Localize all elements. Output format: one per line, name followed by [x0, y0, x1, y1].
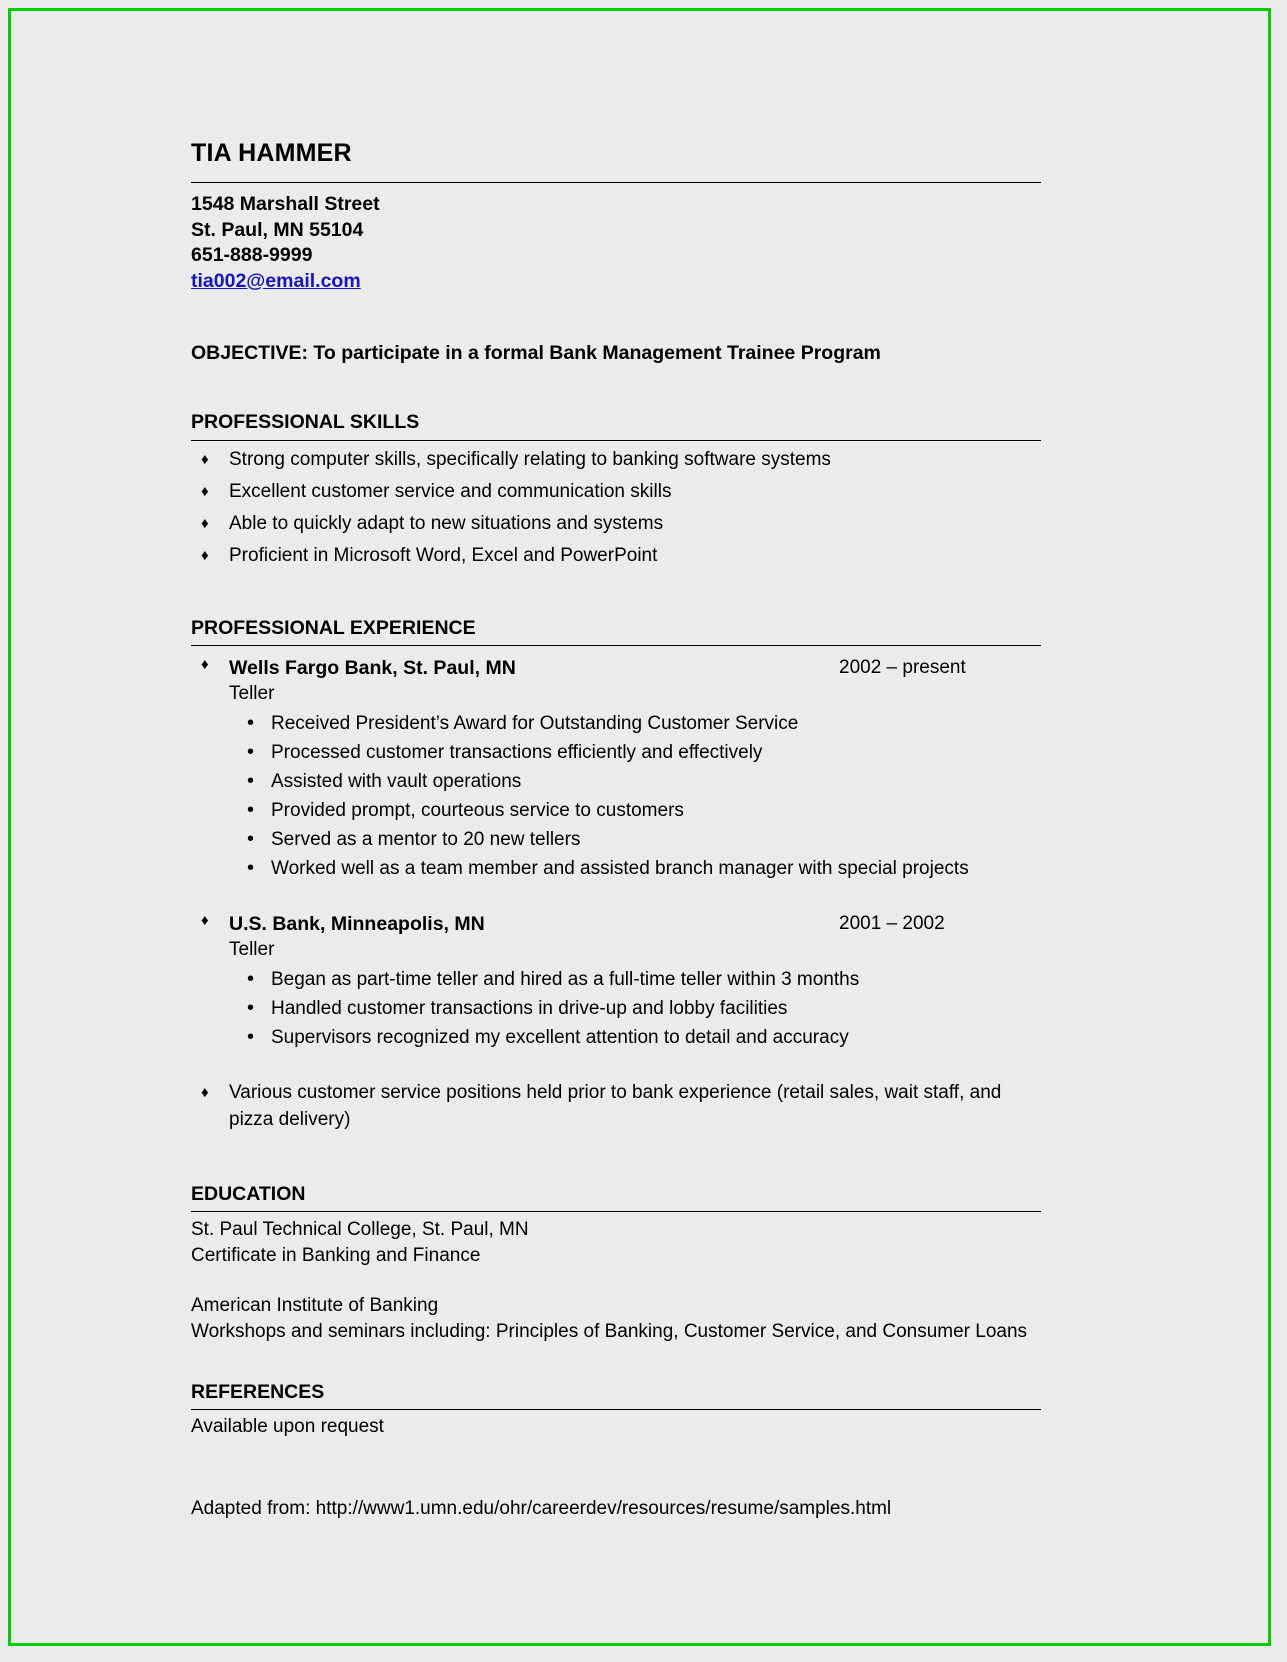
experience-dates: 2002 – present [839, 657, 966, 678]
list-item: • Processed customer transactions efficiently and effectively [229, 740, 1041, 767]
experience-additional: ♦ Various customer service positions held prior to bank experience (retail sales, wait staff, and pizza delivery) [191, 1079, 1041, 1133]
experience-entry [191, 911, 1041, 1052]
list-item: ♦ Proficient in Microsoft Word, Excel and PowerPoint [191, 542, 1041, 569]
list-item: ♦ Able to quickly adapt to new situations and systems [191, 510, 1041, 537]
list-item: • Handled customer transactions in drive-up and lobby facilities [229, 996, 1041, 1023]
list-item: ♦ Excellent customer service and communication skills [191, 478, 1041, 505]
experience-organization: ♦ Wells Fargo Bank, St. Paul, MN [229, 657, 516, 679]
experience-role: Teller [229, 938, 275, 960]
list-item: • Received President’s Award for Outstanding Customer Service [229, 711, 1041, 738]
contact-street: 1548 Marshall Street [191, 193, 380, 215]
list-item: • Served as a mentor to 20 new tellers [229, 827, 1041, 854]
contact-email-link[interactable]: tia002@email.com [191, 269, 361, 292]
education-school: American Institute of Banking [191, 1295, 439, 1316]
section-title-education: EDUCATION [191, 1183, 306, 1205]
experience-divider [191, 645, 1041, 646]
list-item: • Began as part-time teller and hired as a full-time teller within 3 months [229, 967, 1041, 994]
education-school: St. Paul Technical College, St. Paul, MN [191, 1219, 529, 1240]
education-credential: Certificate in Banking and Finance [191, 1245, 481, 1266]
experience-bullets [229, 711, 1041, 883]
list-item: • Supervisors recognized my excellent attention to detail and accuracy [229, 1025, 1041, 1052]
references-text: Available upon request [191, 1416, 384, 1437]
page-title: TIA HAMMER [191, 139, 352, 167]
list-item: • Assisted with vault operations [229, 769, 1041, 796]
resume-document [191, 139, 1041, 1522]
experience-organization: ♦ U.S. Bank, Minneapolis, MN [229, 912, 485, 935]
section-title-experience: PROFESSIONAL EXPERIENCE [191, 617, 476, 639]
section-professional-experience [191, 617, 1041, 1133]
source-attribution: Adapted from: http://www1.umn.edu/ohr/careerdev/resources/resume/samples.html [191, 1498, 892, 1519]
list-item: • Worked well as a team member and assisted branch manager with special projects [229, 856, 1041, 883]
experience-role: Teller [229, 683, 275, 704]
education-credential: Workshops and seminars including: Principles of Banking, Customer Service, and Consumer Loans [191, 1321, 1028, 1342]
experience-entry [191, 655, 1041, 883]
section-references [191, 1381, 1041, 1440]
section-professional-skills [191, 411, 1041, 569]
list-item: • Provided prompt, courteous service to customers [229, 798, 1041, 825]
contact-phone: 651-888-9999 [191, 244, 313, 266]
document-page-border [8, 8, 1271, 1646]
contact-block [191, 183, 1041, 294]
objective-statement: OBJECTIVE: To participate in a formal Bank Management Trainee Program [191, 342, 881, 364]
skills-list [191, 446, 1041, 569]
contact-city-state-zip: St. Paul, MN 55104 [191, 218, 364, 241]
education-entry [191, 1269, 1041, 1345]
section-title-skills: PROFESSIONAL SKILLS [191, 411, 420, 433]
education-entry [191, 1212, 1041, 1269]
list-item: ♦ Strong computer skills, specifically relating to banking software systems [191, 446, 1041, 473]
section-title-references: REFERENCES [191, 1381, 325, 1403]
skills-divider [191, 440, 1041, 441]
section-education [191, 1183, 1041, 1345]
experience-bullets [229, 967, 1041, 1052]
experience-dates: 2001 – 2002 [839, 912, 945, 934]
